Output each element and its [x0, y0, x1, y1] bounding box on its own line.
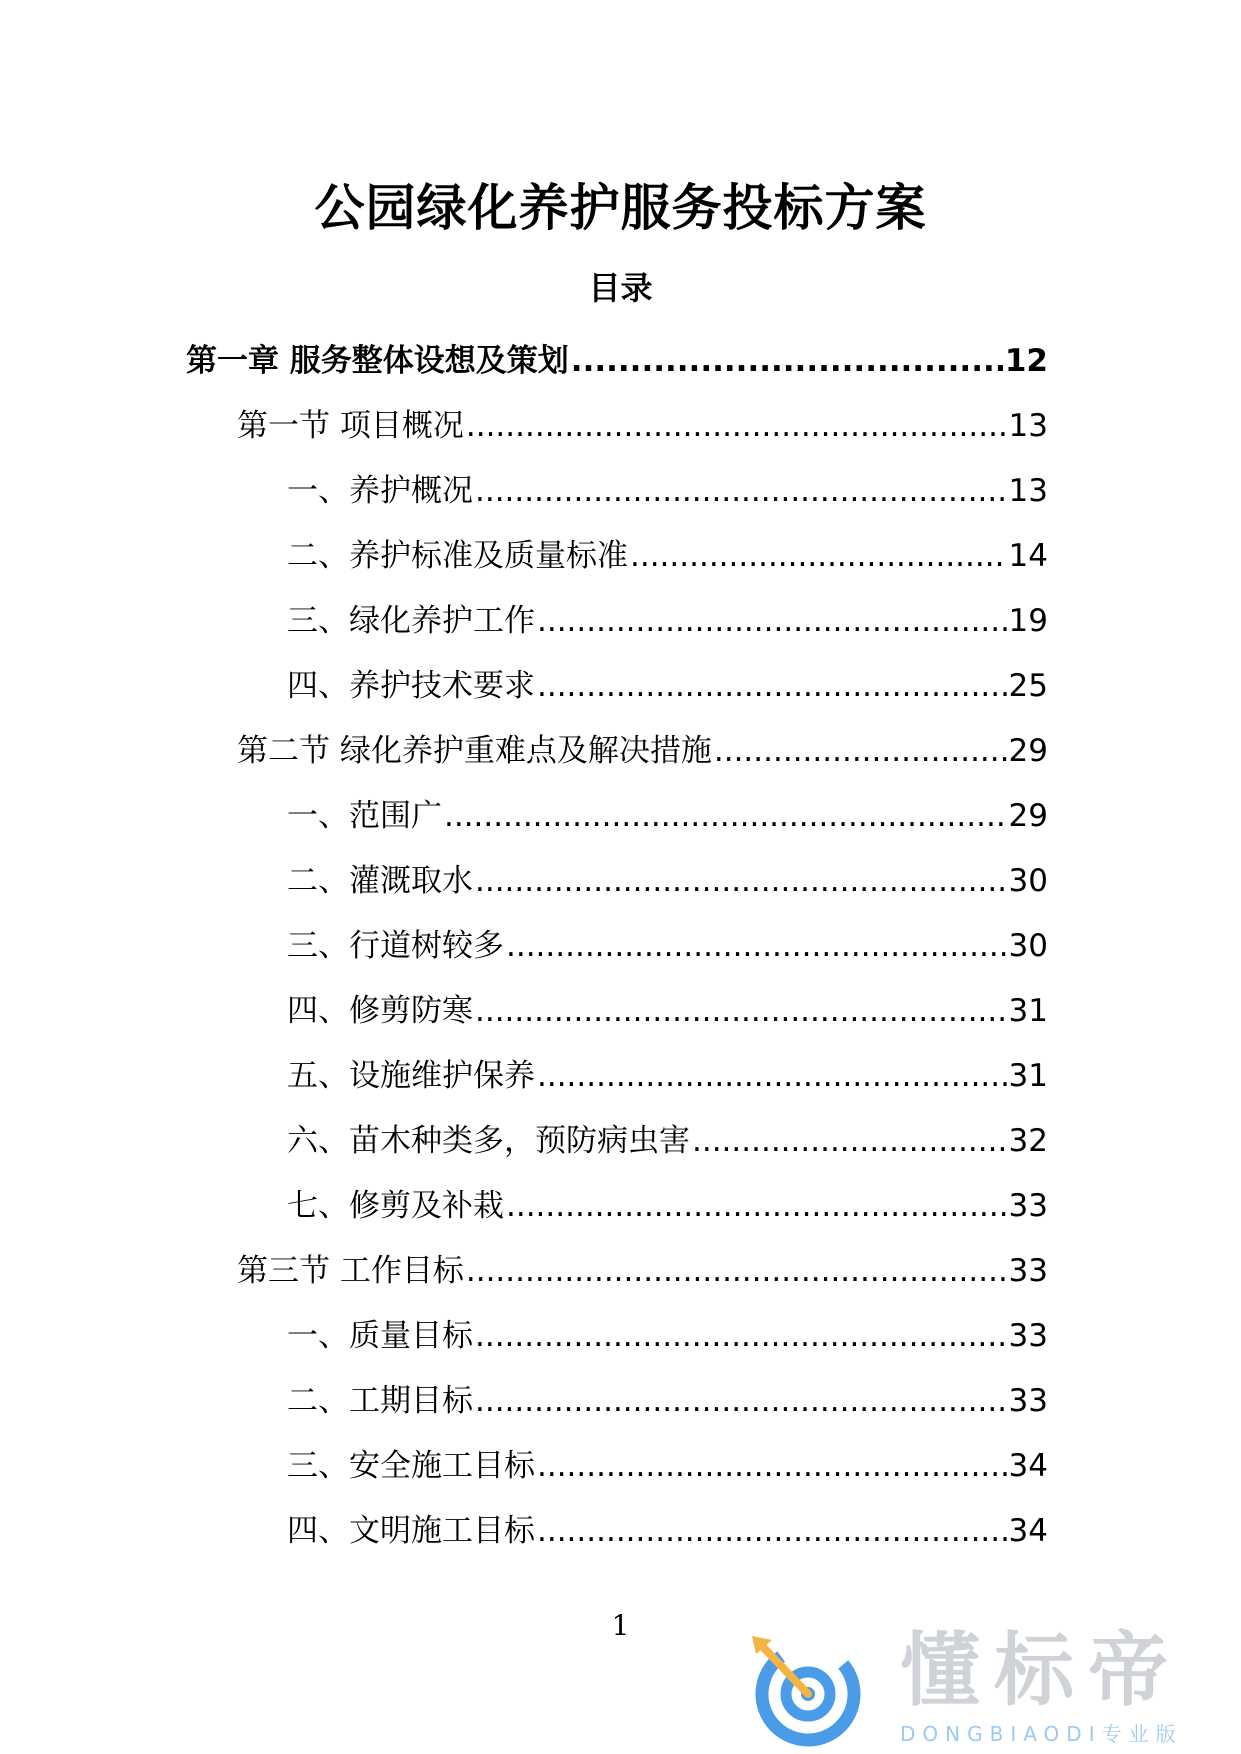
toc-entry-title: 三、安全施工目标: [287, 1447, 535, 1484]
toc-entry-page: 19: [1008, 602, 1048, 639]
toc-entry[interactable]: [0, 913, 1241, 978]
toc-entry-page: 30: [1008, 927, 1048, 964]
toc-entry[interactable]: [0, 588, 1241, 653]
toc-entry[interactable]: [0, 1108, 1241, 1173]
toc-entry-page: 34: [1008, 1512, 1048, 1549]
toc-dot-leader: [630, 536, 1007, 576]
toc-entry-title: 一、质量目标: [287, 1317, 473, 1354]
toc-entry-page: 32: [1008, 1122, 1048, 1159]
toc-entry[interactable]: [0, 1173, 1241, 1238]
toc-entry[interactable]: [0, 1433, 1241, 1498]
toc-entry-page: 33: [1008, 1187, 1048, 1224]
toc-entry[interactable]: [0, 1498, 1241, 1563]
toc-entry-title: 一、养护概况: [287, 472, 473, 509]
toc-dot-leader: [506, 1186, 1007, 1226]
toc-entry[interactable]: [0, 848, 1241, 913]
toc-dot-leader: [506, 926, 1007, 966]
toc-entry[interactable]: [0, 1238, 1241, 1303]
toc-entry[interactable]: [0, 523, 1241, 588]
toc-entry[interactable]: [0, 653, 1241, 718]
toc-entry[interactable]: [0, 328, 1241, 393]
toc-entry[interactable]: [0, 458, 1241, 523]
toc-dot-leader: [466, 1251, 1007, 1291]
table-of-contents: [0, 328, 1241, 1563]
toc-entry-title: 四、文明施工目标: [287, 1512, 535, 1549]
toc-entry-page: 33: [1008, 1317, 1048, 1354]
page-number: 1: [611, 1609, 630, 1642]
toc-dot-leader: [537, 1056, 1007, 1096]
toc-dot-leader: [692, 1121, 1007, 1161]
toc-entry[interactable]: [0, 1368, 1241, 1433]
toc-heading: 目录: [588, 269, 653, 307]
toc-entry[interactable]: [0, 718, 1241, 783]
toc-entry-page: 30: [1008, 862, 1048, 899]
toc-entry-page: 29: [1008, 797, 1048, 834]
toc-dot-leader: [475, 471, 1007, 511]
toc-dot-leader: [537, 601, 1007, 641]
toc-dot-leader: [537, 666, 1007, 706]
toc-entry-page: 14: [1008, 537, 1048, 574]
toc-dot-leader: [537, 1511, 1007, 1551]
toc-entry-title: 五、设施维护保养: [287, 1057, 535, 1094]
toc-dot-leader: [714, 731, 1007, 771]
toc-entry-title: 二、养护标准及质量标准: [287, 537, 628, 574]
toc-dot-leader: [475, 991, 1007, 1031]
toc-entry-page: 31: [1008, 1057, 1048, 1094]
toc-entry-title: 三、绿化养护工作: [287, 602, 535, 639]
toc-entry-title: 二、工期目标: [287, 1382, 473, 1419]
toc-entry-title: 四、修剪防寒: [287, 992, 473, 1029]
toc-entry-title: 第一节 项目概况: [237, 407, 464, 444]
toc-entry-page: 33: [1008, 1382, 1048, 1419]
watermark-brand: 懂标帝: [900, 1624, 1182, 1717]
toc-entry[interactable]: [0, 978, 1241, 1043]
toc-entry-title: 四、养护技术要求: [287, 667, 535, 704]
toc-entry-title: 第二节 绿化养护重难点及解决措施: [237, 732, 712, 769]
toc-entry-title: 第一章 服务整体设想及策划: [186, 342, 569, 379]
document-title: 公园绿化养护服务投标方案: [314, 179, 927, 237]
toc-entry-page: 25: [1008, 667, 1048, 704]
toc-entry-title: 七、修剪及补栽: [287, 1187, 504, 1224]
toc-entry-page: 13: [1008, 407, 1048, 444]
toc-dot-leader: [444, 796, 1007, 836]
toc-entry-title: 二、灌溉取水: [287, 862, 473, 899]
toc-entry-title: 六、苗木种类多，预防病虫害: [287, 1122, 690, 1159]
toc-dot-leader: [475, 1316, 1007, 1356]
toc-entry-title: 三、行道树较多: [287, 927, 504, 964]
toc-entry-title: 第三节 工作目标: [237, 1252, 464, 1289]
watermark-subtitle: DONGBIAODI专业版: [900, 1722, 1183, 1746]
toc-entry[interactable]: [0, 1303, 1241, 1368]
toc-dot-leader: [475, 1381, 1007, 1421]
toc-entry[interactable]: [0, 783, 1241, 848]
toc-entry-page: 31: [1008, 992, 1048, 1029]
toc-entry-page: 12: [1004, 342, 1048, 379]
toc-entry-title: 一、范围广: [287, 797, 442, 834]
toc-entry-page: 13: [1008, 472, 1048, 509]
toc-entry-page: 33: [1008, 1252, 1048, 1289]
toc-entry[interactable]: [0, 393, 1241, 458]
toc-entry-page: 29: [1008, 732, 1048, 769]
toc-dot-leader: [466, 406, 1007, 446]
toc-dot-leader: [475, 861, 1007, 901]
toc-entry-page: 34: [1008, 1447, 1048, 1484]
toc-entry[interactable]: [0, 1043, 1241, 1108]
toc-dot-leader: [571, 341, 1003, 381]
toc-dot-leader: [537, 1446, 1007, 1486]
